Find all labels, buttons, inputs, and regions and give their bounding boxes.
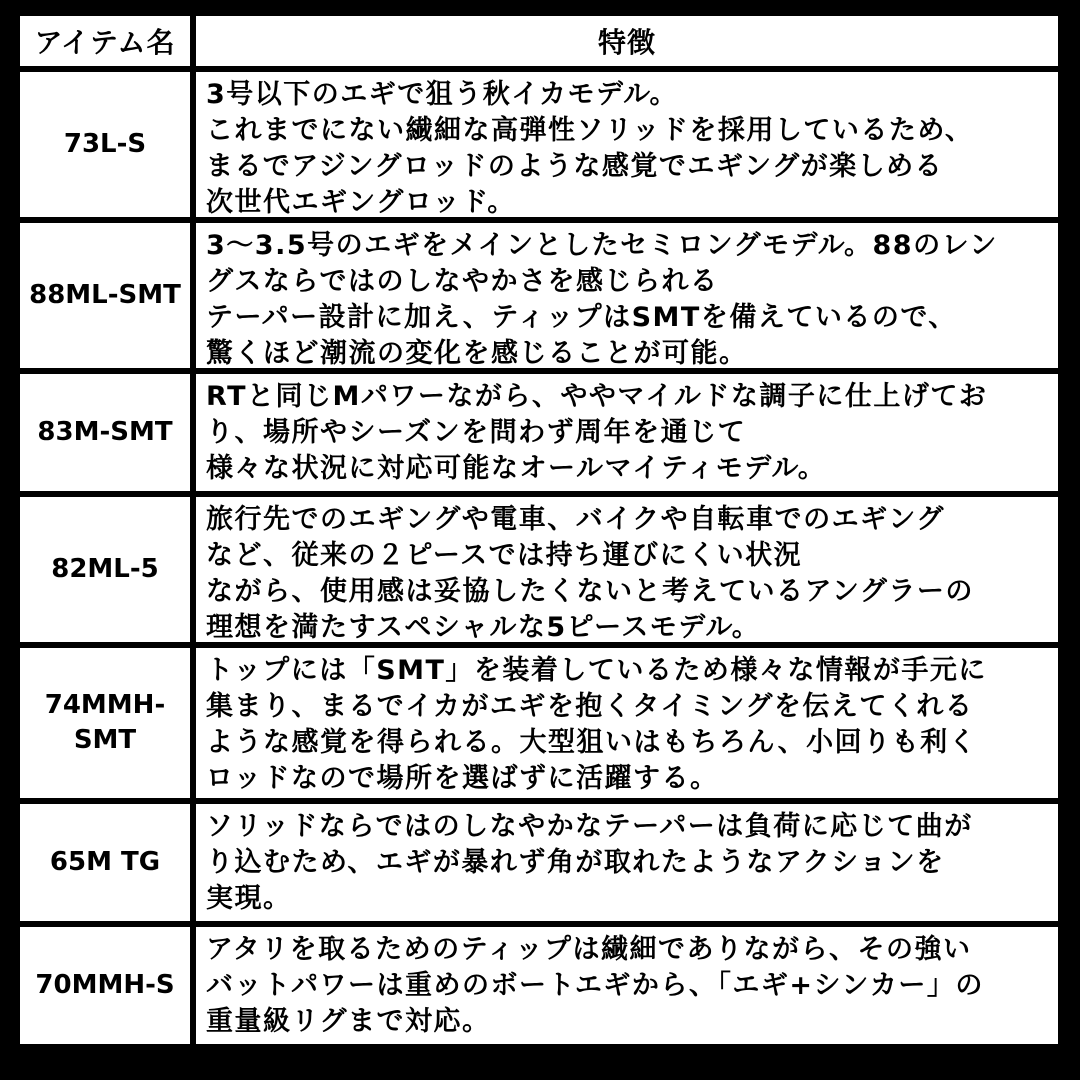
header-item-name: アイテム名 (20, 16, 190, 66)
row-4-name: 82ML-5 (20, 497, 190, 642)
row-6-desc: ソリッドならではのしなやかなテーパーは負荷に応じて曲が り込むため、エギが暴れず角が取れたようなアクションを 実現。 (196, 804, 1058, 921)
row-7-name: 70MMH-S (20, 927, 190, 1044)
row-1-name: 73L-S (20, 72, 190, 217)
header-feature: 特徴 (196, 16, 1058, 66)
row-2-desc: 3〜3.5号のエギをメインとしたセミロングモデル。88のレン グスならではのしなやかさを感じられる テーパー設計に加え、ティップはSMTを備えているので、 驚くほど潮流の変化を感じることが可能。 (196, 223, 1058, 368)
row-5-name: 74MMH- SMT (20, 648, 190, 798)
row-6-name: 65M TG (20, 804, 190, 921)
row-3-name: 83M-SMT (20, 374, 190, 491)
row-5-desc: トップには「SMT」を装着しているため様々な情報が手元に 集まり、まるでイカがエギを抱くタイミングを伝えてくれる ような感覚を得られる。大型狙いはもちろん、小回りも利く ロッドなので場所を選ばずに活躍する。 (196, 648, 1058, 798)
row-3-desc: RTと同じMパワーながら、ややマイルドな調子に仕上げてお り、場所やシーズンを問わず周年を通じて 様々な状況に対応可能なオールマイティモデル。 (196, 374, 1058, 491)
row-7-desc: アタリを取るためのティップは繊細でありながら、その強い バットパワーは重めのボートエギから、「エギ+シンカー」の 重量級リグまで対応。 (196, 927, 1058, 1044)
row-1-desc: 3号以下のエギで狙う秋イカモデル。 これまでにない繊細な高弾性ソリッドを採用しているため、 まるでアジングロッドのような感覚でエギングが楽しめる 次世代エギングロッド。 (196, 72, 1058, 217)
row-2-name: 88ML-SMT (20, 223, 190, 368)
row-4-desc: 旅行先でのエギングや電車、バイクや自転車でのエギング など、従来の２ピースでは持ち運びにくい状況 ながら、使用感は妥協したくないと考えているアングラーの 理想を満たすスペシャルな5ピースモデル。 (196, 497, 1058, 642)
